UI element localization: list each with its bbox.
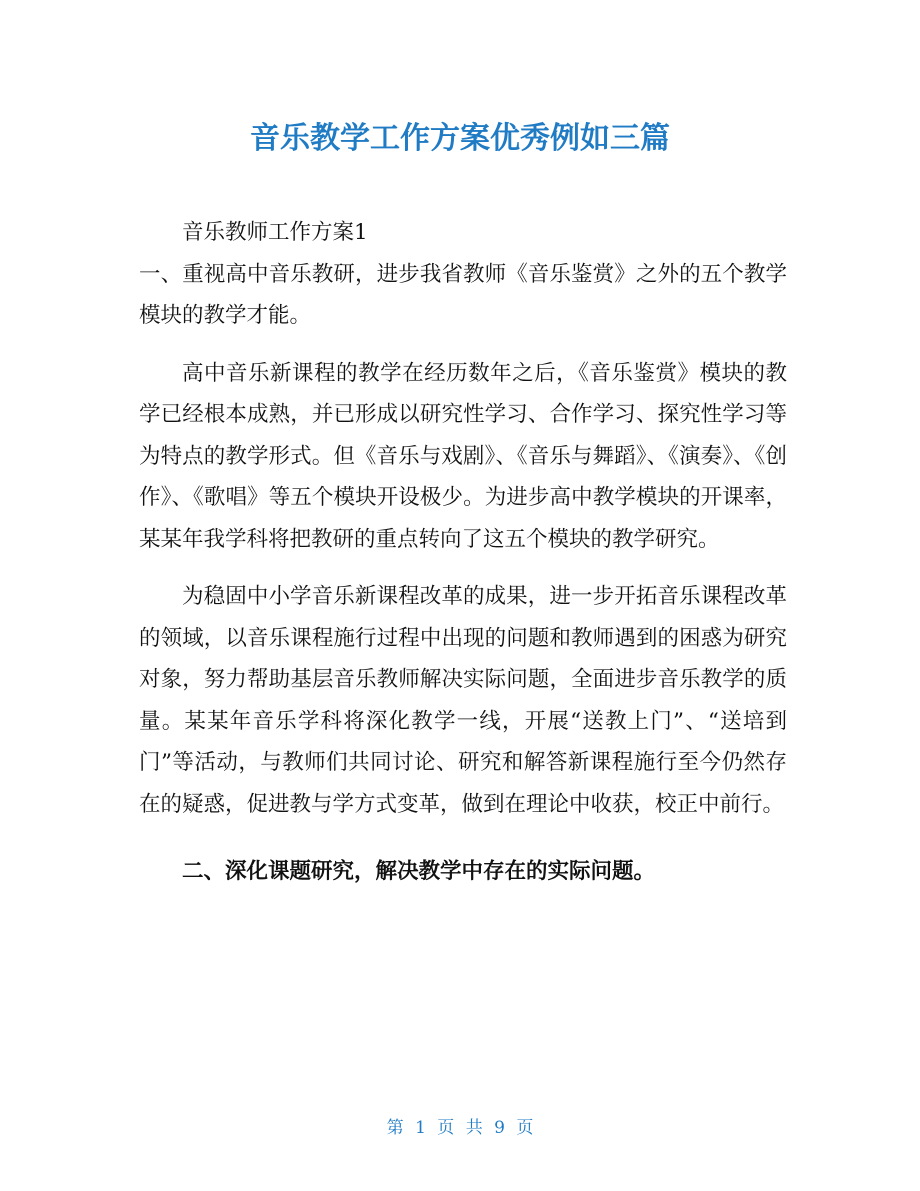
paragraph: 为稳固中小学音乐新课程改革的成果，进一步开拓音乐课程改革的领域，以音乐课程施行过程中出现的问题和教师遇到的困惑为研究对象，努力帮助基层音乐教师解决实际问题，全面进步音乐教学的质量。某某年音乐学科将深化教学一线，开展“送教上门”、“送培到门”等活动，与教师们共同讨论、研究和解答新课程施行至今仍然存在的疑惑，促进教与学方式变革，做到在理论中收获，校正中前行。 bbox=[139, 584, 787, 817]
paragraph-gap bbox=[139, 337, 787, 353]
paragraph-gap bbox=[139, 825, 787, 841]
document-body bbox=[139, 212, 787, 893]
page-number-footer: 第 1 页 共 9 页 bbox=[386, 1118, 534, 1138]
section-heading-1: 一、重视高中音乐教研，进步我省教师《音乐鉴赏》之外的五个教学模块的教学才能。 bbox=[139, 261, 787, 328]
document-title: 音乐教学工作方案优秀例如三篇 bbox=[250, 121, 670, 156]
section-heading-2: 二、深化课题研究，解决教学中存在的实际问题。 bbox=[182, 859, 656, 884]
paragraph-gap bbox=[139, 560, 787, 576]
section-label: 音乐教师工作方案1 bbox=[182, 220, 368, 245]
paragraph: 高中音乐新课程的教学在经历数年之后，《音乐鉴赏》模块的教学已经根本成熟，并已形成以研究性学习、合作学习、探究性学习等为特点的教学形式。但《音乐与戏剧》、《音乐与舞蹈》、《演奏》、《创作》、《歌唱》等五个模块开设极少。为进步高中教学模块的开课率，某某年我学科将把教研的重点转向了这五个模块的教学研究。 bbox=[139, 360, 787, 552]
